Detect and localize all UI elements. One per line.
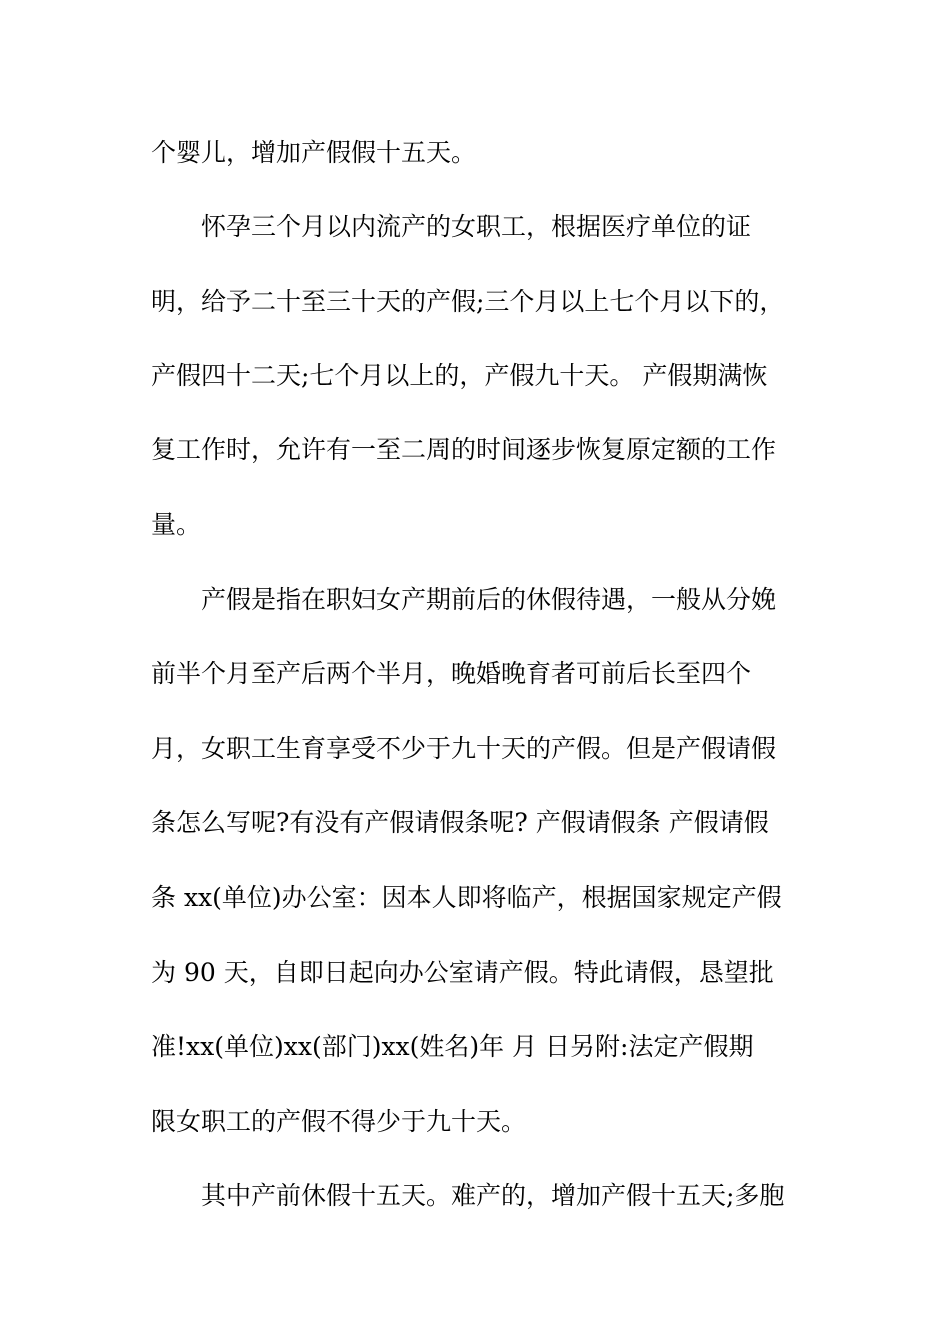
paragraph-2-line-2: 明，给予二十至三十天的产假;三个月以上七个月以下的，: [151, 287, 785, 316]
text-line-1: 个婴儿，增加产假假十五天。: [151, 138, 477, 167]
paragraph-3-line-4: 条怎么写呢?有没有产假请假条呢? 产假请假条 产假请假: [151, 808, 769, 837]
paragraph-3-line-6: 为 90 天，自即日起向办公室请产假。特此请假，恳望批: [151, 958, 774, 987]
paragraph-2-line-5: 量。: [151, 510, 202, 539]
paragraph-2-line-3: 产假四十二天;七个月以上的，产假九十天。 产假期满恢: [151, 361, 768, 390]
paragraph-2-line-4: 复工作时，允许有一至二周的时间逐步恢复原定额的工作: [151, 435, 777, 464]
paragraph-3-line-5: 条 xx(单位)办公室：因本人即将临产，根据国家规定产假: [151, 883, 782, 912]
paragraph-3-line-8: 限女职工的产假不得少于九十天。: [151, 1107, 527, 1136]
paragraph-3-line-7: 准!xx(单位)xx(部门)xx(姓名)年 月 日另附:法定产假期: [151, 1032, 754, 1061]
paragraph-3-line-1: 产假是指在职妇女产期前后的休假待遇，一般从分娩: [201, 585, 777, 614]
paragraph-2-line-1: 怀孕三个月以内流产的女职工，根据医疗单位的证: [201, 212, 752, 241]
paragraph-3-line-2: 前半个月至产后两个半月，晚婚晚育者可前后长至四个: [151, 659, 752, 688]
paragraph-4-line-1: 其中产前休假十五天。难产的，增加产假十五天;多胞: [201, 1181, 785, 1210]
paragraph-3-line-3: 月，女职工生育享受不少于九十天的产假。但是产假请假: [151, 734, 777, 763]
